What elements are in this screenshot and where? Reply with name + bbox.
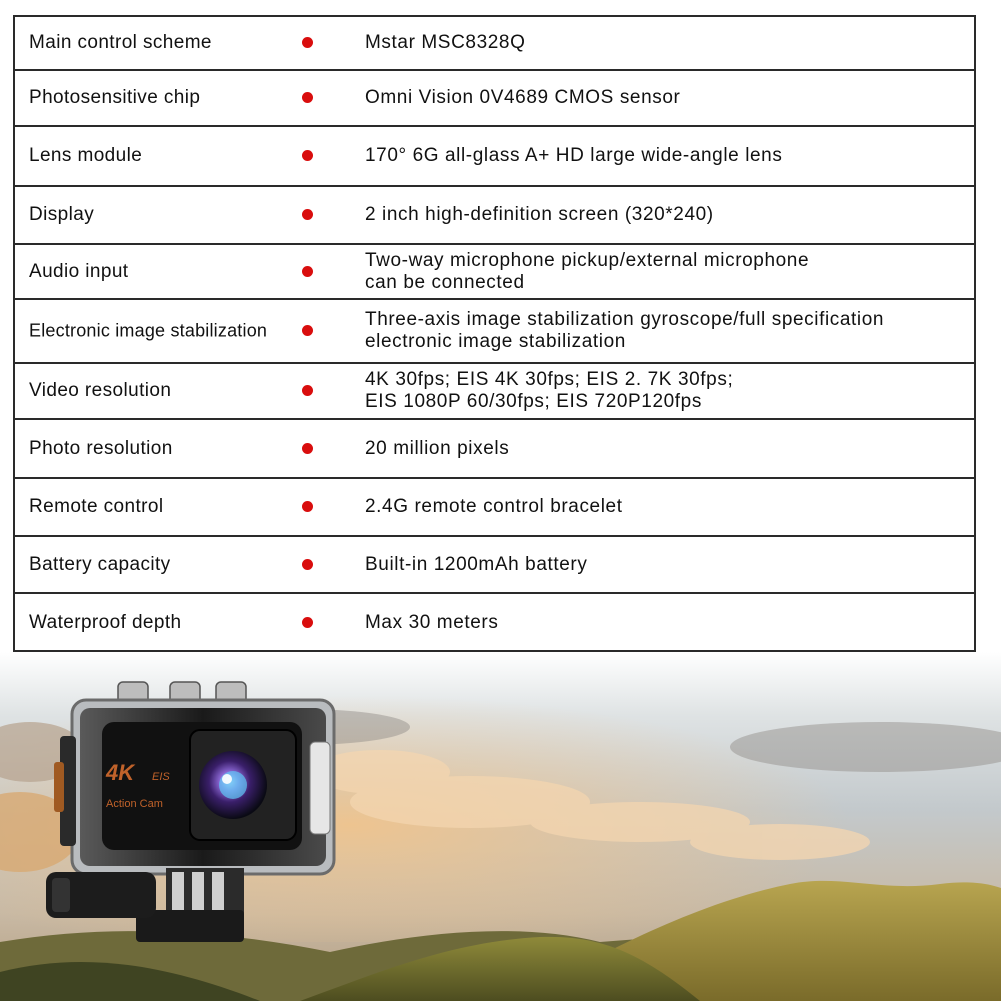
spec-value-line: Mstar MSC8328Q (365, 32, 526, 53)
spec-row (15, 187, 974, 245)
spec-value-line: Two-way microphone pickup/external microphone (365, 249, 810, 271)
spec-value-line: electronic image stabilization (365, 331, 626, 352)
spec-row (15, 17, 974, 71)
spec-value (365, 309, 884, 353)
spec-label: Audio input (29, 260, 129, 282)
bullet-dot-icon (302, 443, 313, 454)
spec-value-line: 170° 6G all-glass A+ HD large wide-angle lens (365, 145, 783, 166)
spec-table (13, 15, 976, 652)
spec-value-line: Omni Vision 0V4689 CMOS sensor (365, 87, 681, 108)
bullet-dot-icon (302, 37, 313, 48)
bullet-dot-icon (302, 209, 313, 220)
spec-value (365, 369, 733, 413)
spec-label: Electronic image stabilization (29, 320, 268, 341)
spec-value (365, 87, 680, 109)
spec-label: Waterproof depth (29, 612, 182, 633)
spec-value (365, 496, 623, 518)
spec-label: Display (29, 204, 95, 225)
spec-value-line: Three-axis image stabilization gyroscope/full specification (365, 309, 885, 330)
spec-value-line: 4K 30fps; EIS 4K 30fps; EIS 2. 7K 30fps; (365, 369, 734, 390)
spec-row (15, 245, 974, 300)
spec-value-line: EIS 1080P 60/30fps; EIS 720P120fps (365, 391, 702, 412)
spec-row (15, 479, 974, 537)
landscape-product-photo (0, 652, 1001, 1001)
camera-brand-text: 4K (106, 760, 135, 785)
spec-row (15, 127, 974, 187)
spec-row (15, 594, 974, 652)
spec-row (15, 537, 974, 594)
spec-row (15, 364, 974, 420)
bullet-dot-icon (302, 266, 313, 277)
spec-value (365, 204, 714, 226)
bullet-dot-icon (302, 617, 313, 628)
spec-label: Photo resolution (29, 437, 173, 459)
bullet-dot-icon (302, 92, 313, 103)
spec-value-line: 20 million pixels (365, 437, 510, 459)
bullet-dot-icon (302, 150, 313, 161)
spec-value-line: Max 30 meters (365, 612, 499, 633)
camera-model-text: Action Cam (106, 798, 163, 810)
spec-value (365, 438, 509, 460)
bullet-dot-icon (302, 385, 313, 396)
spec-label: Photosensitive chip (29, 87, 201, 108)
spec-value (365, 554, 587, 576)
spec-value-line: can be connected (365, 271, 525, 293)
spec-row (15, 300, 974, 364)
spec-value (365, 32, 525, 54)
spec-label: Video resolution (29, 380, 172, 401)
spec-label: Battery capacity (29, 553, 171, 575)
bullet-dot-icon (302, 325, 313, 336)
spec-value-line: 2.4G remote control bracelet (365, 496, 623, 517)
camera-brand-sub: EIS (152, 771, 170, 783)
spec-row (15, 420, 974, 479)
spec-value-line: Built-in 1200mAh battery (365, 553, 588, 575)
spec-value (365, 145, 782, 167)
spec-label: Remote control (29, 496, 164, 517)
spec-label: Lens module (29, 145, 143, 166)
spec-value (365, 612, 498, 634)
spec-row (15, 71, 974, 127)
bullet-dot-icon (302, 559, 313, 570)
spec-value-line: 2 inch high-definition screen (320*240) (365, 204, 714, 225)
bullet-dot-icon (302, 501, 313, 512)
spec-value (365, 250, 809, 294)
spec-label: Main control scheme (29, 32, 212, 53)
